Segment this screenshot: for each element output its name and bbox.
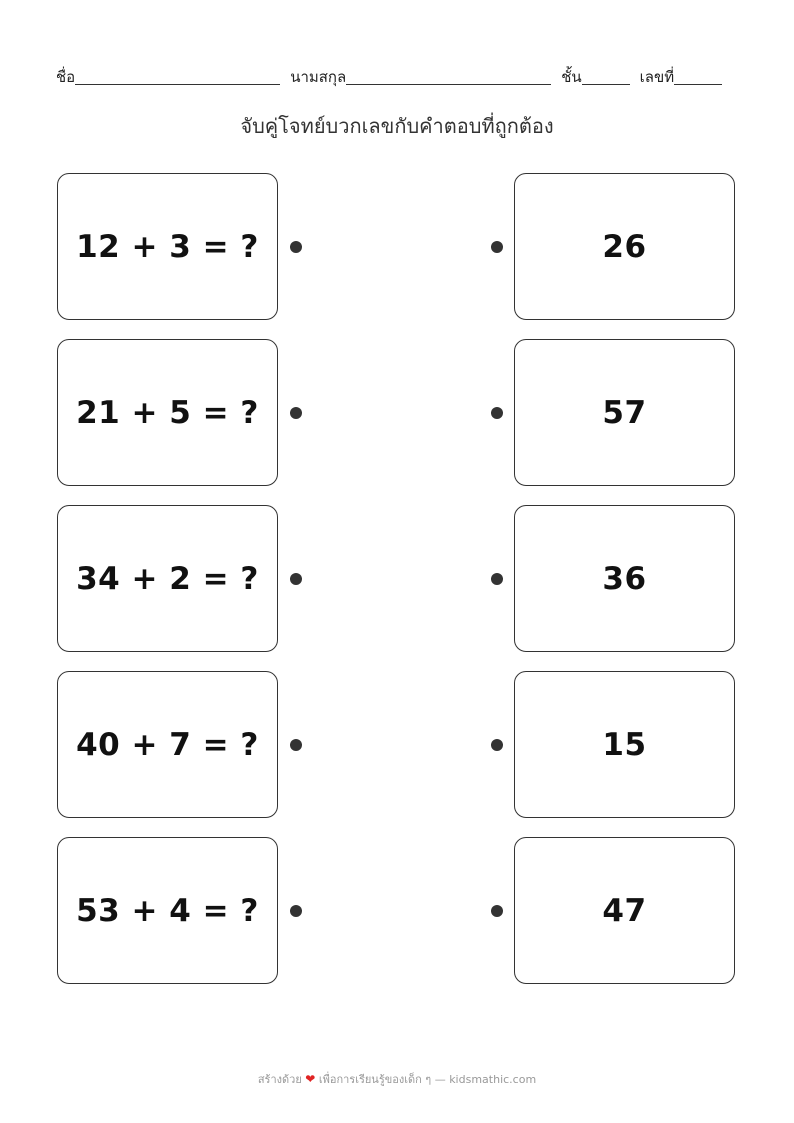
problem-dot[interactable] <box>290 905 302 917</box>
answer-dot[interactable] <box>491 573 503 585</box>
problem-card: 53 + 4 = ? <box>57 837 278 984</box>
answer-card: 57 <box>514 339 735 486</box>
answer-card: 26 <box>514 173 735 320</box>
problem-dot[interactable] <box>290 573 302 585</box>
worksheet-title: จับคู่โจทย์บวกเลขกับคำตอบที่ถูกต้อง <box>240 114 554 138</box>
problem-dot[interactable] <box>290 739 302 751</box>
problem-card: 40 + 7 = ? <box>57 671 278 818</box>
problem-card: 34 + 2 = ? <box>57 505 278 652</box>
answer-card: 47 <box>514 837 735 984</box>
footer-tagline: เพื่อการเรียนรู้ของเด็ก ๆ — kidsmathic.com <box>318 1073 537 1086</box>
number-field-line[interactable] <box>674 83 722 85</box>
problem-dot[interactable] <box>290 407 302 419</box>
class-label: ชั้น <box>561 68 582 86</box>
answer-card: 36 <box>514 505 735 652</box>
answer-dot[interactable] <box>491 241 503 253</box>
problem-dot[interactable] <box>290 241 302 253</box>
heart-icon: ❤ <box>305 1072 316 1086</box>
surname-label: นามสกุล <box>290 68 347 86</box>
answer-dot[interactable] <box>491 905 503 917</box>
student-info-header <box>56 64 748 88</box>
problem-card: 21 + 5 = ? <box>57 339 278 486</box>
class-field-line[interactable] <box>582 83 630 85</box>
answer-dot[interactable] <box>491 407 503 419</box>
name-label: ชื่อ <box>56 68 76 86</box>
number-label: เลขที่ <box>639 68 675 86</box>
answer-card: 15 <box>514 671 735 818</box>
surname-field-line[interactable] <box>346 83 551 85</box>
problem-card: 12 + 3 = ? <box>57 173 278 320</box>
footer-made-with: สร้างด้วย <box>257 1073 302 1086</box>
name-field-line[interactable] <box>75 83 280 85</box>
footer <box>0 1070 794 1088</box>
answer-dot[interactable] <box>491 739 503 751</box>
